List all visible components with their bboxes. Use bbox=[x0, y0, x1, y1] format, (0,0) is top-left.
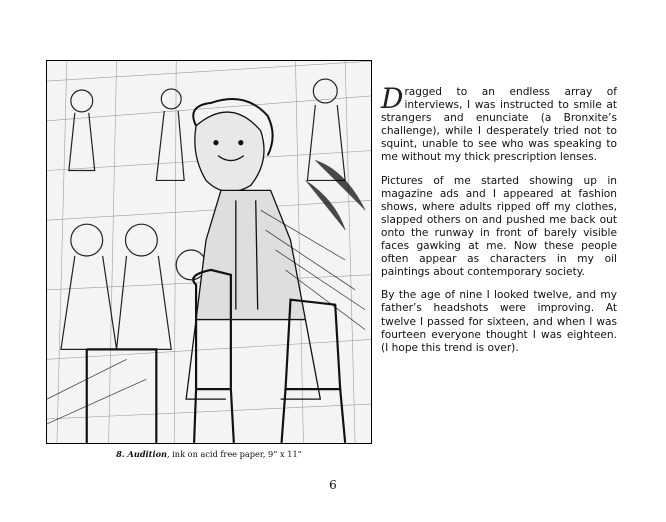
caption-number: 8. bbox=[116, 449, 125, 459]
caption-details: , ink on acid free paper, 9” x 11” bbox=[166, 449, 302, 459]
paragraph-1 bbox=[381, 82, 617, 165]
page-number: 6 bbox=[329, 478, 337, 492]
paragraph-1-text: ragged to an endless array of interviews, I was instructed to smile at strangers and enunciate (a Bronxite’s challenge), while I desperately tried not to squint, unable to see who was speaking to me without my thick prescription lenses. bbox=[381, 86, 617, 164]
drop-cap: D bbox=[381, 82, 404, 115]
ink-drawing bbox=[47, 61, 371, 443]
paragraph-2: Pictures of me started showing up in magazine ads and I appeared at fashion shows, where adults ripped off my clothes, slapped others on and pushed me back out onto the runway in front of barely visible faces gawking at me. Now these people often appear as characters in my oil paintings about contemporary society. bbox=[381, 174, 617, 279]
paragraph-3: By the age of nine I looked twelve, and my father’s headshots were improving. At twelve I passed for sixteen, and when I was fourteen everyone thought I was eighteen. (I hope this trend is over). bbox=[381, 289, 617, 354]
caption-title: Audition bbox=[127, 449, 167, 459]
audition-illustration bbox=[46, 60, 372, 444]
article-text bbox=[381, 82, 617, 365]
figure-caption bbox=[46, 449, 372, 459]
